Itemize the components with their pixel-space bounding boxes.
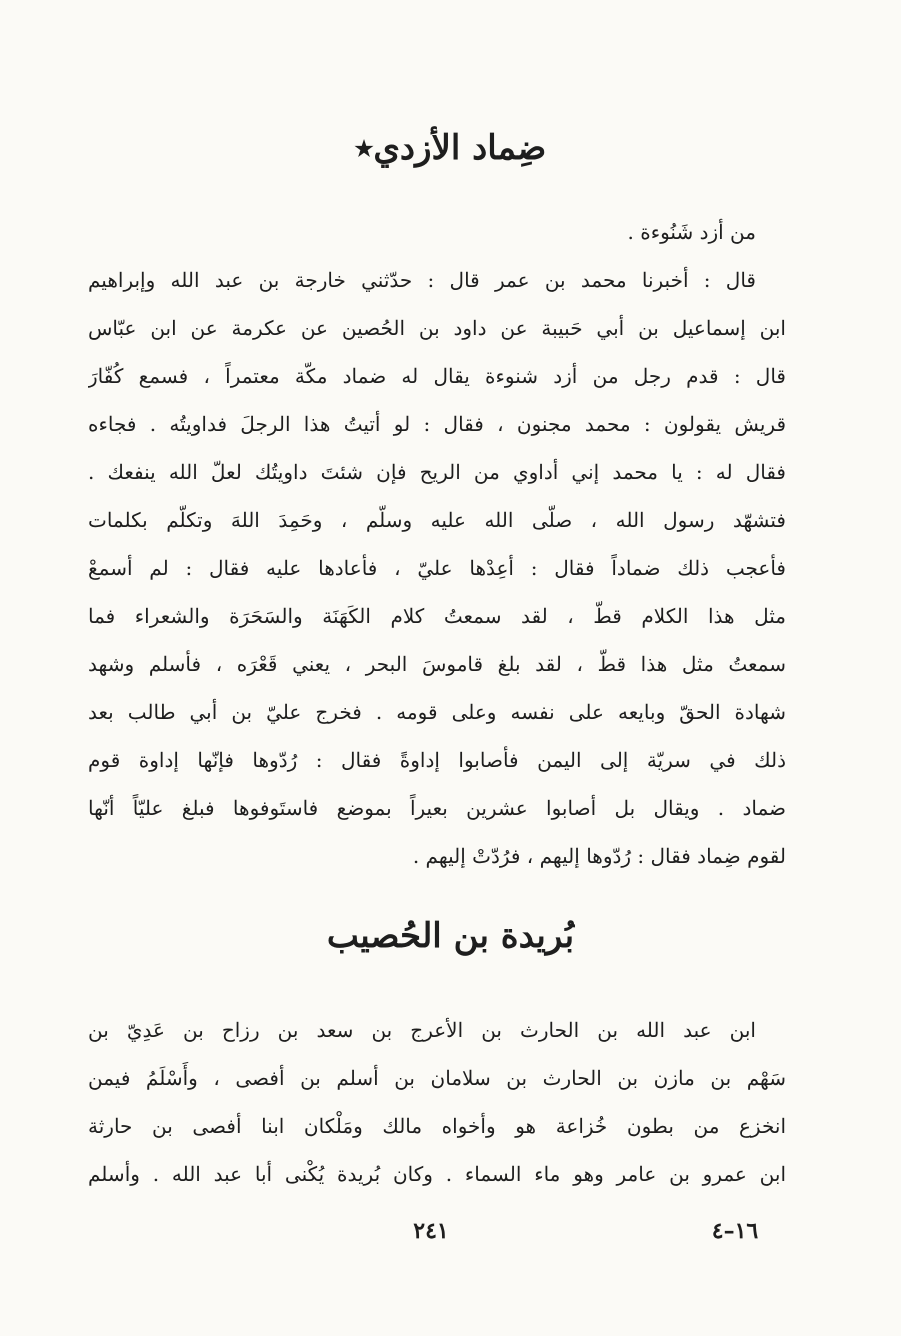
text-line: ابن إسماعيل بن أبي حَبيبة عن داود بن الحُصين عن عكرمة عن ابن عبّاس bbox=[88, 316, 786, 340]
text-line: ضماد . ويقال بل أصابوا عشرين بعيراً بموضع فاستَوفوها فبلغ عليّاً أنّها bbox=[88, 796, 786, 820]
text-line: سَهْم بن مازن بن الحارث بن سلامان بن أسلم بن أفصى ، وأَسْلَمُ فيمن bbox=[88, 1066, 786, 1090]
signature-mark: ١٦–٤ bbox=[711, 1218, 759, 1244]
text-line: ذلك في سريّة إلى اليمن فأصابوا إداوةً فقال : رُدّوها فإنّها إداوة قوم bbox=[88, 748, 786, 772]
text-line: انخزع من بطون خُزاعة هو وأخواه مالك ومَلْكان ابنا أفصى بن حارثة bbox=[88, 1114, 786, 1138]
section-title-dimad: ضِماد الأزدي٭ bbox=[354, 128, 547, 168]
text-line: قال : قدم رجل من أزد شنوءة يقال له ضماد مكّة معتمراً ، فسمع كُفّارَ bbox=[88, 364, 786, 388]
text-line: لقوم ضِماد فقال : رُدّوها إليهم ، فرُدّتْ إليهم . bbox=[412, 844, 786, 868]
section-body-dimad bbox=[88, 208, 786, 880]
text-line: مثل هذا الكلام قطّ ، لقد سمعتُ كلام الكَهَنَة والسَحَرَة والشعراء فما bbox=[88, 604, 786, 628]
text-line: قريش يقولون : محمد مجنون ، فقال : لو أتيتُ هذا الرجلَ فداويتُه . فجاءه bbox=[88, 412, 786, 436]
section-title-buraida: بُريدة بن الحُصيب bbox=[326, 916, 575, 956]
text-line: فأعجب ذلك ضماداً فقال : أعِدْها عليّ ، فأعادها عليه فقال : لم أسمعْ bbox=[88, 556, 786, 580]
text-line: قال : أخبرنا محمد بن عمر قال : حدّثني خارجة بن عبد الله وإبراهيم bbox=[88, 268, 756, 292]
text-line: فتشهّد رسول الله ، صلّى الله عليه وسلّم ، وحَمِدَ اللهَ وتكلّم بكلمات bbox=[88, 508, 786, 532]
page-number: ٢٤١ bbox=[413, 1218, 449, 1244]
text-line: فقال له : يا محمد إني أداوي من الريح فإن شئتَ داويتُك لعلّ الله ينفعك . bbox=[88, 460, 786, 484]
text-line: شهادة الحقّ وبايعه على نفسه وعلى قومه . فخرج عليّ بن أبي طالب بعد bbox=[88, 700, 786, 724]
text-line: من أزد شَنُوءة . bbox=[627, 220, 756, 244]
text-line: سمعتُ مثل هذا قطّ ، لقد بلغ قاموسَ البحر ، يعني قَعْرَه ، فأسلم وشهد bbox=[88, 652, 786, 676]
text-line: ابن عبد الله بن الحارث بن الأعرج بن سعد بن رزاح بن عَدِيّ بن bbox=[88, 1018, 756, 1042]
section-body-buraida bbox=[88, 1006, 786, 1198]
text-line: ابن عمرو بن عامر وهو ماء السماء . وكان بُريدة يُكْنى أبا عبد الله . وأسلم bbox=[88, 1162, 786, 1186]
